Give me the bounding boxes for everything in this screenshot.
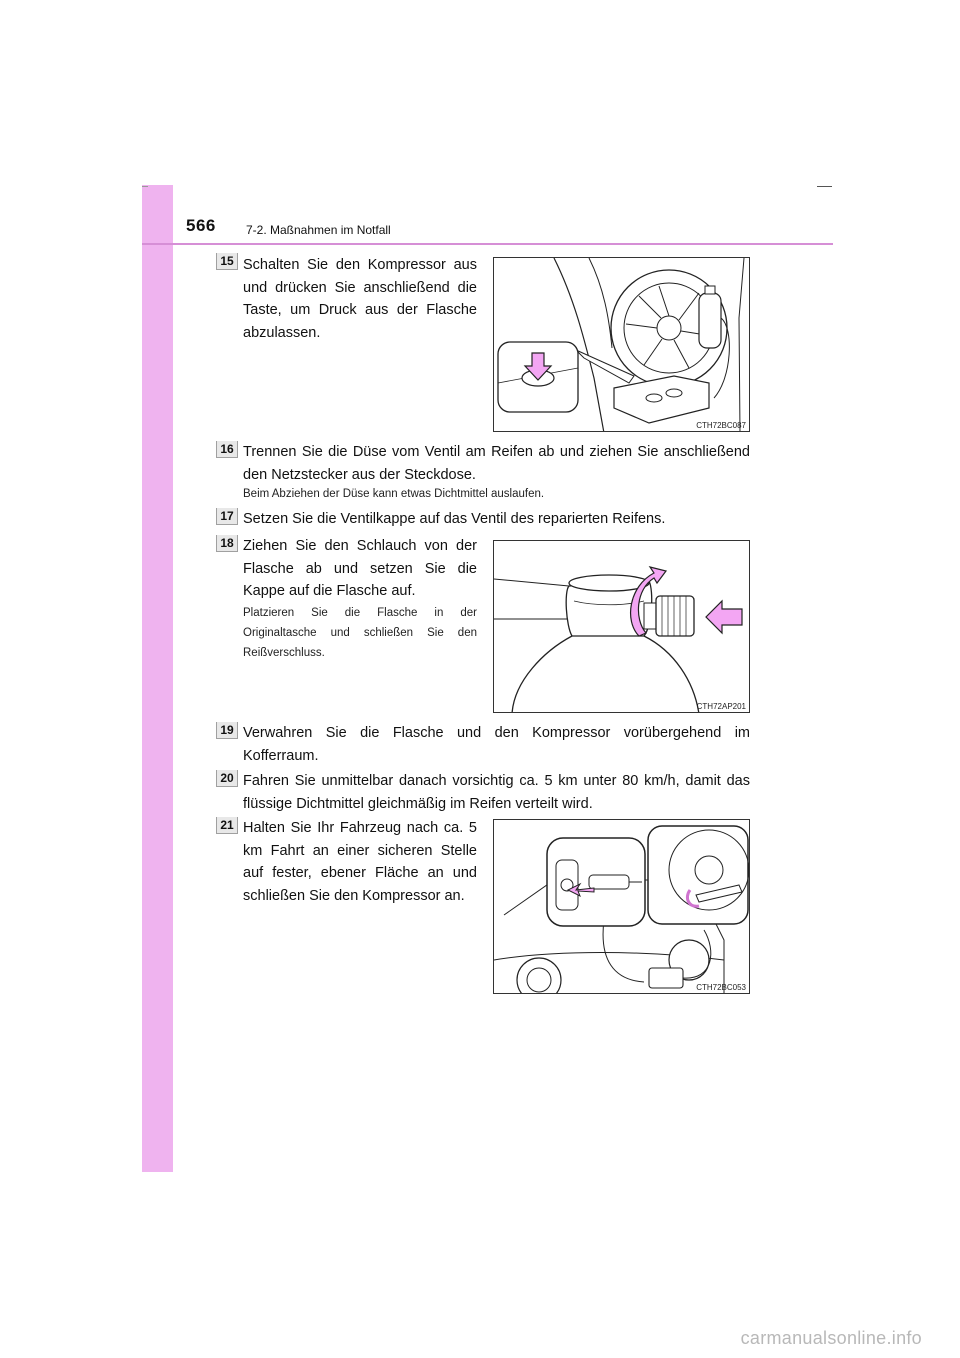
step-number-21: 21: [216, 817, 238, 834]
figure-car-compressor: [493, 819, 750, 994]
step-21-text: Halten Sie Ihr Fahrzeug nach ca. 5 km Fahrt an einer sicheren Stelle auf fester, ebener Fläche an und schließen Sie den Kompressor an.: [243, 820, 477, 904]
step-18-text: Ziehen Sie den Schlauch von der Flasche ab und setzen Sie die Kappe auf die Flasche auf.: [243, 538, 477, 599]
figure-bottle-cap: [493, 540, 750, 713]
step-number-16: 16: [216, 441, 238, 458]
section-title: 7-2. Maßnahmen im Notfall: [246, 223, 391, 237]
bottle-cap-illustration: [494, 541, 750, 713]
corner-mark-right: [817, 186, 832, 187]
chapter-sidebar-tab: [142, 185, 173, 1172]
page-number: 566: [186, 216, 216, 235]
step-number-17: 17: [216, 508, 238, 525]
step-18-note: Platzieren Sie die Flasche in der Originaltasche und schließen Sie den Reißverschluss.: [243, 607, 477, 659]
step-number-19: 19: [216, 722, 238, 739]
step-number-20: 20: [216, 770, 238, 787]
figure-code: CTH72AP201: [696, 702, 746, 711]
figure-compressor-button: [493, 257, 750, 432]
step-16-text: Trennen Sie die Düse vom Ventil am Reifen ab und ziehen Sie anschließend den Netzstecker aus der Steckdose.: [243, 444, 750, 483]
step-20-text: Fahren Sie unmittelbar danach vorsichtig ca. 5 km unter 80 km/h, damit das flüssige Dichtmittel gleichmäßig im Reifen verteilt wird.: [243, 773, 750, 812]
header-divider: [142, 243, 833, 245]
figure-code: CTH72BC087: [696, 421, 746, 430]
step-19-text: Verwahren Sie die Flasche und den Kompressor vorübergehend im Kofferraum.: [243, 725, 750, 764]
step-17-text: Setzen Sie die Ventilkappe auf das Ventil des reparierten Reifens.: [243, 511, 666, 527]
figure-code: CTH72BC053: [696, 983, 746, 992]
step-16-note: Beim Abziehen der Düse kann etwas Dichtmittel auslaufen.: [243, 488, 545, 500]
step-15-text: Schalten Sie den Kompressor aus und drücken Sie anschließend die Taste, um Druck aus der Flasche abzulassen.: [243, 257, 477, 341]
step-number-15: 15: [216, 253, 238, 270]
step-number-18: 18: [216, 535, 238, 552]
watermark: carmanualsonline.info: [740, 1328, 922, 1348]
car-compressor-illustration: [494, 820, 750, 994]
compressor-illustration: [494, 258, 750, 432]
corner-mark: [142, 186, 148, 187]
